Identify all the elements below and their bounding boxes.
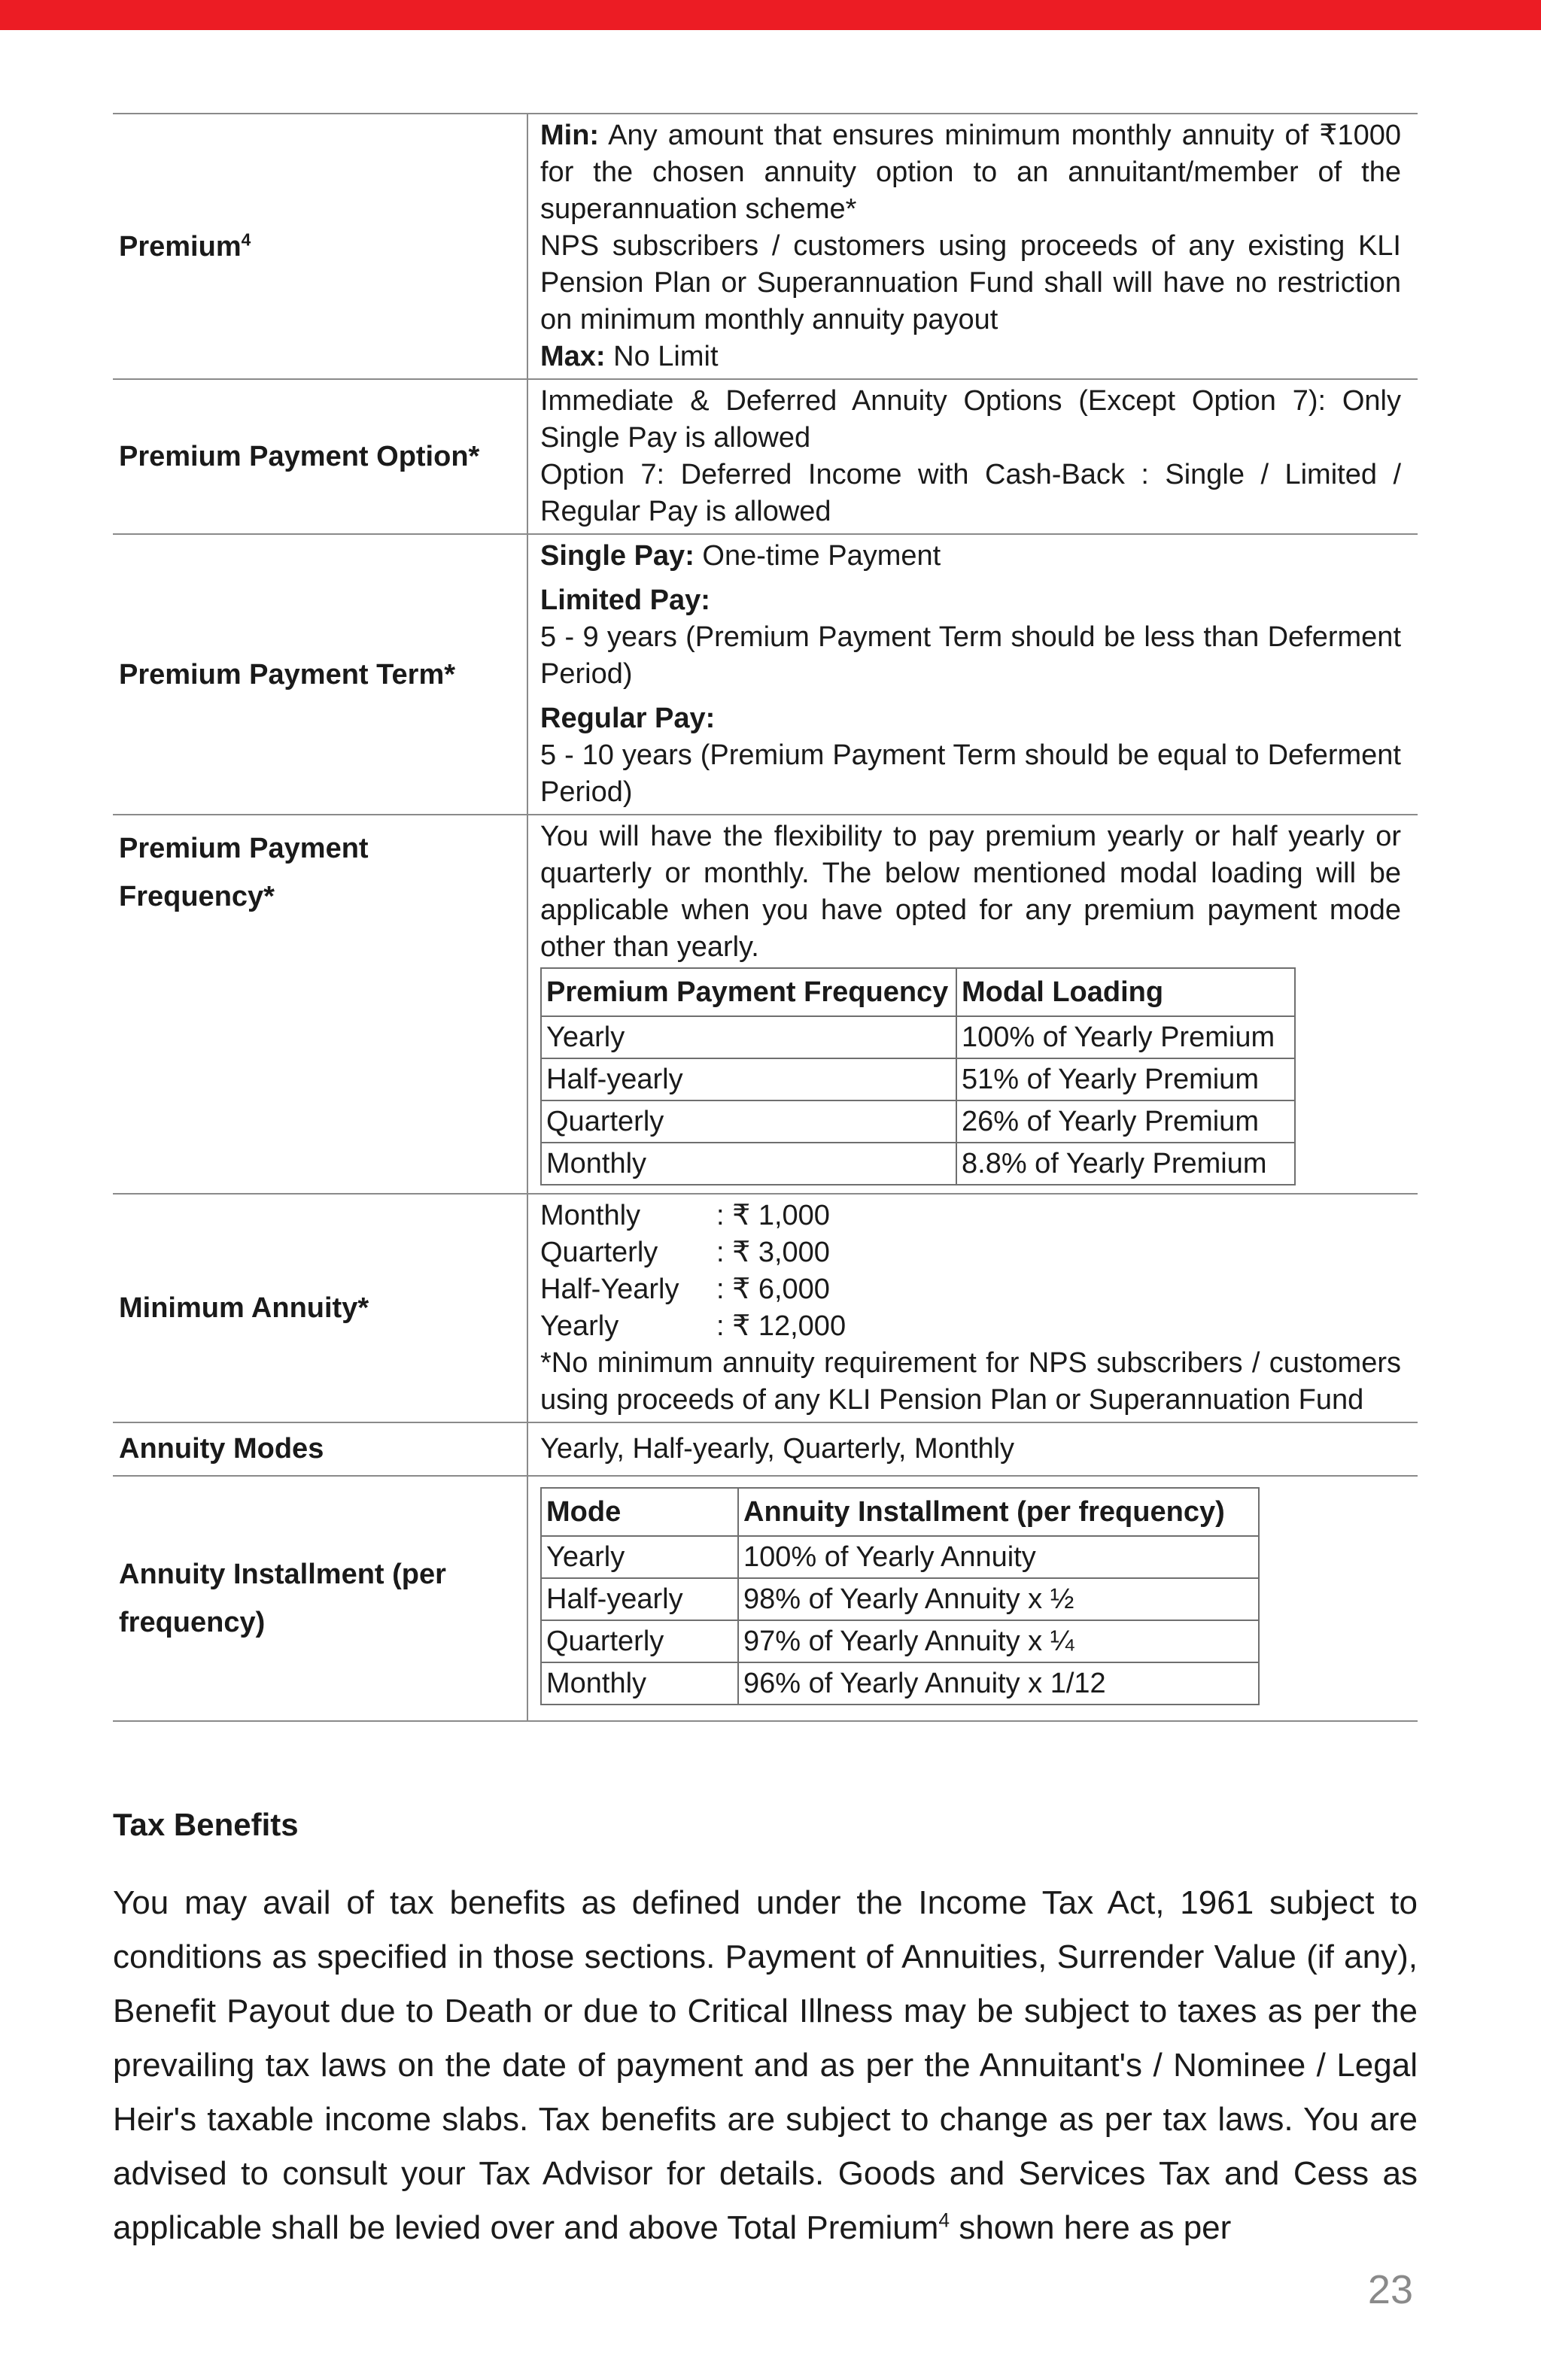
payment-option-line1: Immediate & Deferred Annuity Options (Except Option 7): Only Single Pay is allowed: [540, 385, 1401, 454]
row-payment-term: [113, 534, 1418, 815]
table-row: Quarterly 97% of Yearly Annuity x ¼: [541, 1620, 1259, 1662]
product-features-table: [113, 113, 1418, 1722]
top-accent-bar: [0, 0, 1541, 30]
term-single: Single Pay: One-time Payment: [540, 540, 941, 572]
row-minimum-annuity: [113, 1194, 1418, 1422]
term-limited-text: 5 - 9 years (Premium Payment Term should be less than Deferment Period): [540, 621, 1401, 690]
tax-benefits-body: You may avail of tax benefits as defined under the Income Tax Act, 1961 subject to conditions as specified in those sections. Payment of Annuities, Surrender Value (if any), Benefit Payout due to Death or due to Critical Illness may be subject to taxes as per the prevailing tax laws on the date of payment and as per the Annuitant's / Nominee / Legal Heir's taxable income slabs. Tax benefits are subject to change as per tax laws. You are advised to consult your Tax Advisor for details. Goods and Services Tax and Cess as applicable shall be levied over and above Total Premium$^4$ shown here as per: [113, 1884, 1418, 2246]
label-payment-option: Premium Payment Option*: [113, 379, 527, 534]
minimum-annuity-note: *No minimum annuity requirement for NPS subscribers / customers using proceeds of any KLI Pension Plan or Superannuation Fund: [540, 1347, 1401, 1416]
label-payment-frequency: Premium Payment Frequency*: [113, 815, 527, 1194]
row-payment-option: [113, 379, 1418, 534]
row-annuity-modes: [113, 1422, 1418, 1476]
label-payment-term: Premium Payment Term*: [113, 534, 527, 815]
label-annuity-modes: Annuity Modes: [113, 1422, 527, 1476]
value-payment-term: [527, 534, 1418, 815]
table-row: Yearly 100% of Yearly Premium: [541, 1016, 1295, 1058]
list-item: Quarterly: [540, 1237, 658, 1268]
list-item: Half-Yearly: [540, 1273, 679, 1305]
table-row: Monthly 96% of Yearly Annuity x 1/12: [541, 1662, 1259, 1705]
list-item: Yearly: [540, 1310, 619, 1342]
installment-header-amount: Annuity Installment (per frequency): [738, 1488, 1259, 1536]
term-regular-label: Regular Pay:: [540, 703, 716, 734]
table-row: Yearly 100% of Yearly Annuity: [541, 1536, 1259, 1578]
premium-nps-note: NPS subscribers / customers using proceeds of any existing KLI Pension Plan or Superannuation Fund shall will have no restriction on minimum monthly annuity payout: [540, 230, 1401, 335]
row-premium: [113, 114, 1418, 379]
value-annuity-installment: [527, 1476, 1418, 1721]
table-row: Half-yearly 98% of Yearly Annuity x ½: [541, 1578, 1259, 1620]
table-row: Monthly 8.8% of Yearly Premium: [541, 1143, 1295, 1185]
term-regular-text: 5 - 10 years (Premium Payment Term should be equal to Deferment Period): [540, 739, 1401, 808]
table-row: Half-yearly 51% of Yearly Premium: [541, 1058, 1295, 1100]
term-limited-label: Limited Pay:: [540, 584, 710, 616]
label-premium: Premium$^4$: [113, 114, 527, 379]
page-number: 23: [1367, 2267, 1413, 2312]
minimum-annuity-list: Monthly : ₹ 1,000 Quarterly : ₹ 3,000 Half-Yearly : ₹ 6,000 Yearly : ₹ 12,000: [540, 1198, 856, 1345]
label-minimum-annuity: Minimum Annuity*: [113, 1194, 527, 1422]
row-payment-frequency: [113, 815, 1418, 1194]
frequency-description: You will have the flexibility to pay premium yearly or half yearly or quarterly or monthly. The below mentioned modal loading will be applicable when you have opted for any premium payment mode other than yearly.: [540, 821, 1401, 963]
annuity-installment-table: [540, 1487, 1260, 1705]
value-minimum-annuity: [527, 1194, 1418, 1422]
table-row: Quarterly 26% of Yearly Premium: [541, 1100, 1295, 1143]
tax-benefits-heading: Tax Benefits: [113, 1807, 299, 1842]
value-payment-option: [527, 379, 1418, 534]
row-annuity-installment: [113, 1476, 1418, 1721]
modal-loading-table: [540, 967, 1296, 1185]
list-item: Monthly: [540, 1200, 641, 1231]
value-premium: [527, 114, 1418, 379]
value-payment-frequency: [527, 815, 1418, 1194]
label-annuity-installment: Annuity Installment (per frequency): [113, 1476, 527, 1721]
modal-loading-header-frequency: Premium Payment Frequency: [541, 968, 956, 1016]
premium-min: Min: Any amount that ensures minimum monthly annuity of ₹1000 for the chosen annuity option to an annuitant/member of the superannuation scheme*: [540, 120, 1401, 225]
installment-header-mode: Mode: [541, 1488, 738, 1536]
payment-option-line2: Option 7: Deferred Income with Cash-Back : Single / Limited / Regular Pay is allowed: [540, 459, 1401, 527]
modal-loading-header-loading: Modal Loading: [956, 968, 1295, 1016]
value-annuity-modes: Yearly, Half-yearly, Quarterly, Monthly: [527, 1422, 1418, 1476]
premium-max: Max: No Limit: [540, 341, 719, 372]
